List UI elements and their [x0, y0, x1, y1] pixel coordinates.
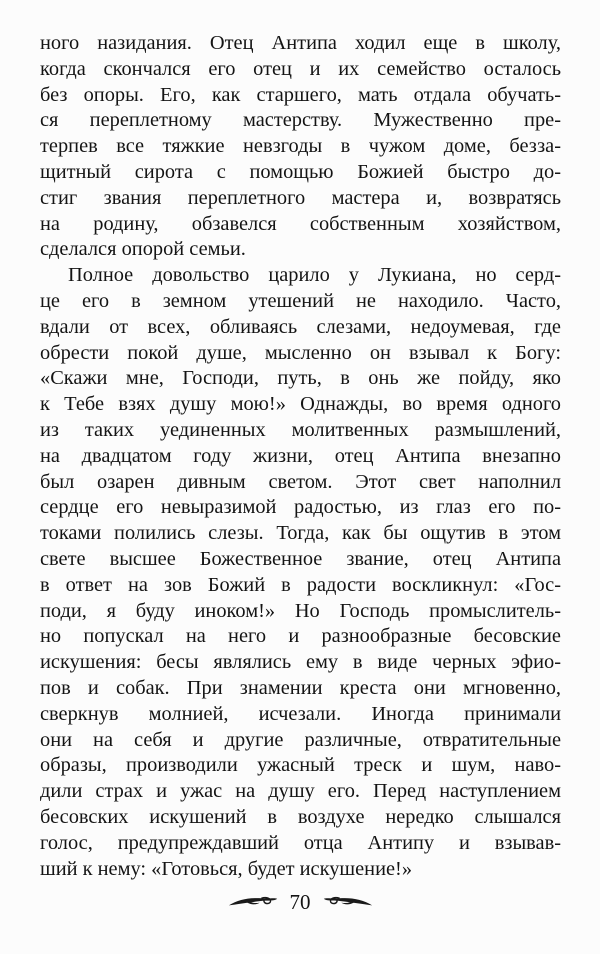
page-footer: [0, 890, 600, 914]
text-line: токами полились слезы. Тогда, как бы ощутив в этом: [40, 522, 561, 545]
text-line: поди, я буду иноком!» Но Господь промыслитель-: [40, 599, 561, 622]
text-line: на двадцатом году жизни, отец Антипа внезапно: [40, 444, 561, 467]
text-line: сделался опорой семьи.: [40, 238, 246, 261]
text-line: искушения: бесы являлись ему в виде черных эфио-: [40, 651, 561, 674]
text-line: обрести покой душе, мысленно он взывал к Богу:: [40, 341, 561, 364]
text-line: ший к нему: «Готовься, будет искушение!»: [40, 857, 413, 880]
text-line: вдали от всех, обливаясь слезами, недоумевая, где: [40, 315, 561, 338]
text-line: свете высшее Божественное звание, отец Антипа: [40, 547, 561, 570]
page-number: 70: [289, 890, 311, 914]
text-line: на родину, обзавелся собственным хозяйством,: [40, 212, 561, 235]
paragraph: [40, 31, 561, 263]
text-line: ся переплетному мастерству. Мужественно пре-: [40, 109, 561, 132]
text-line: дили страх и ужас на душу его. Перед наступлением: [40, 780, 561, 803]
text-line: в ответ на зов Божий в радости воскликнул: «Гос-: [40, 573, 561, 596]
text-line: когда скончался его отец и их семейство осталось: [40, 57, 561, 80]
text-line: «Скажи мне, Господи, путь, в онь же пойду, яко: [40, 367, 561, 390]
text-line: ного назидания. Отец Антипа ходил еще в школу,: [40, 32, 561, 54]
text-line: пов и собак. При знамении креста они мгновенно,: [40, 676, 561, 699]
text-line: образы, производили ужасный треск и шум, наво-: [40, 754, 561, 777]
text-line: щитный сирота с помощью Божией быстро до-: [40, 160, 561, 183]
text-line: они на себя и другие различные, отвратительные: [40, 728, 561, 751]
text-line: без опоры. Его, как старшего, мать отдала обучать-: [40, 83, 561, 106]
text-line: но попускал на него и разнообразные бесовские: [40, 625, 561, 648]
text-line: стиг звания переплетного мастера и, возвратясь: [40, 186, 561, 209]
page-text: [40, 31, 561, 882]
text-line: к Тебе взях душу мою!» Однажды, во время одного: [40, 393, 561, 416]
text-line: голос, предупреждавший отца Антипу и взывав-: [40, 831, 561, 854]
paragraph: [40, 263, 561, 882]
flourish-right-icon: [323, 894, 373, 910]
text-line: был озарен дивным светом. Этот свет наполнил: [40, 470, 561, 493]
text-line: терпев все тяжкие невзгоды в чужом доме, безза-: [40, 135, 561, 158]
text-line: из таких уединенных молитвенных размышлений,: [40, 418, 561, 441]
text-line: сердце его невыразимой радостью, из глаз его по-: [40, 496, 561, 519]
text-line: сверкнув молнией, исчезали. Иногда принимали: [40, 702, 561, 725]
text-line: це его в земном утешений не находило. Часто,: [40, 289, 561, 312]
text-line: Полное довольство царило у Лукиана, но серд-: [68, 264, 561, 287]
text-line: бесовских искушений в воздухе нередко слышался: [40, 805, 561, 828]
flourish-left-icon: [228, 894, 278, 910]
